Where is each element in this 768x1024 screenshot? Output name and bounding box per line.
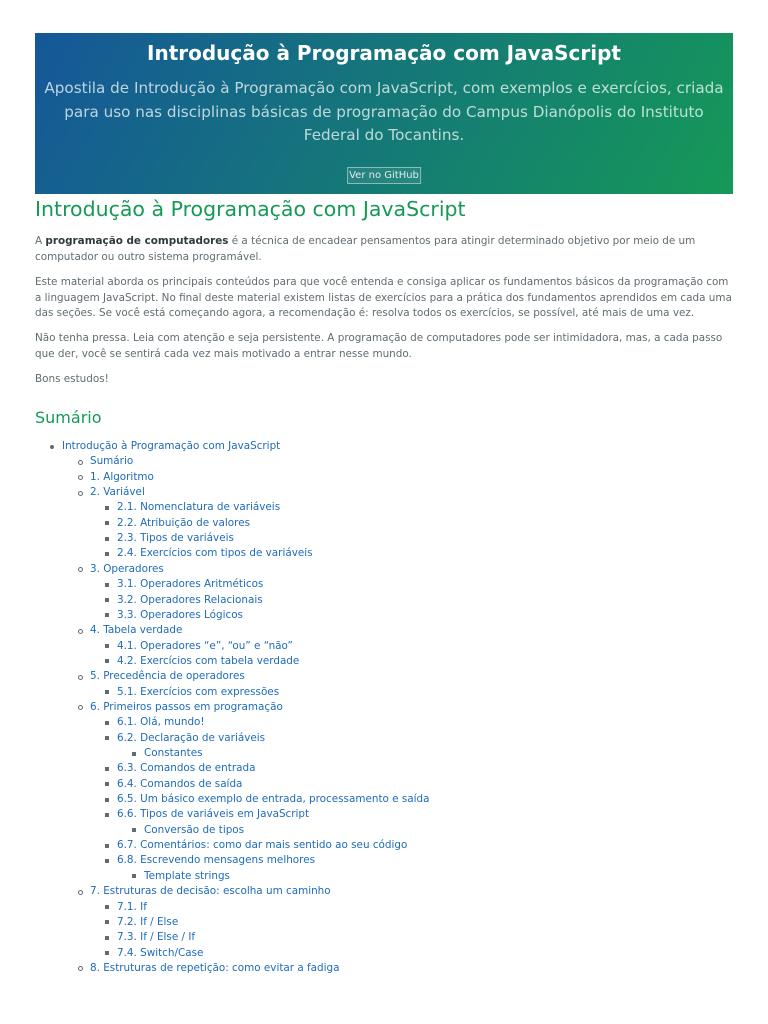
intro-prefix: A <box>35 235 46 247</box>
intro-suffix: é a técnica de encadear pensamentos para atingir determinado objetivo por meio de um computador ou outro sistema programável. <box>35 235 696 263</box>
toc-link[interactable]: 2.2. Atribuição de valores <box>117 516 250 529</box>
toc-link[interactable]: Sumário <box>90 455 134 468</box>
toc-bullet <box>105 659 109 663</box>
toc-bullet <box>105 644 109 648</box>
toc-bullet <box>78 629 83 634</box>
toc-link[interactable]: 5.1. Exercícios com expressões <box>117 685 280 698</box>
toc-link[interactable]: 3.3. Operadores Lógicos <box>117 608 243 621</box>
toc-link[interactable]: Template strings <box>144 869 230 882</box>
toc-link[interactable]: 7.3. If / Else / If <box>117 931 196 944</box>
toc-link[interactable]: 6.8. Escrevendo mensagens melhores <box>117 854 316 867</box>
toc-link[interactable]: 7. Estruturas de decisão: escolha um caminho <box>90 885 331 898</box>
toc-bullet <box>78 460 83 465</box>
toc-bullet <box>105 521 109 525</box>
toc-link[interactable]: 4.2. Exercícios com tabela verdade <box>117 654 300 667</box>
project-title: Introdução à Programação com JavaScript <box>147 41 621 65</box>
toc-bullet <box>78 705 83 710</box>
toc-link[interactable]: 6.1. Olá, mundo! <box>117 716 205 729</box>
toc-link[interactable]: Conversão de tipos <box>144 823 245 836</box>
intro-paragraph <box>35 234 735 265</box>
toc-bullet <box>132 874 136 878</box>
toc-bullet <box>78 475 83 480</box>
toc-link[interactable]: 7.4. Switch/Case <box>117 946 204 959</box>
toc-bullet <box>105 552 109 556</box>
toc-link[interactable]: 2. Variável <box>90 486 145 499</box>
toc-bullet <box>105 690 109 694</box>
toc-bullet <box>105 782 109 786</box>
toc-link[interactable]: 6. Primeiros passos em programação <box>90 700 283 713</box>
toc-bullet <box>105 905 109 909</box>
toc-bullet <box>105 537 109 541</box>
toc-link[interactable]: 4.1. Operadores “e”, “ou” e “não” <box>117 639 293 652</box>
toc-bullet <box>105 736 109 740</box>
toc-bullet <box>105 951 109 955</box>
toc-bullet <box>105 721 109 725</box>
toc-link[interactable]: 3. Operadores <box>90 562 164 575</box>
toc-link[interactable]: 6.5. Um básico exemplo de entrada, processamento e saída <box>117 793 430 806</box>
paragraph-persistence: Não tenha pressa. Leia com atenção e seja persistente. A programação de computadores pode ser intimidadora, mas, a cada passo que der, você se sentirá cada vez mais motivado a entrar nesse mundo. <box>35 332 723 360</box>
toc-link[interactable]: 1. Algoritmo <box>90 470 154 483</box>
toc-bullet <box>105 506 109 510</box>
toc-bullet <box>105 920 109 924</box>
toc-bullet <box>105 598 109 602</box>
toc-link[interactable]: 2.3. Tipos de variáveis <box>117 532 234 545</box>
toc-link[interactable]: 2.4. Exercícios com tipos de variáveis <box>117 547 313 560</box>
toc-bullet <box>132 828 136 832</box>
toc-bullet <box>78 567 83 572</box>
paragraph-material: Este material aborda os principais conteúdos para que você entenda e consiga aplicar os fundamentos básicos da programação com a linguagem JavaScript. No final deste material existem listas de exercícios para a prática dos fundamentos aprendidos em cada uma das seções. Se você está começando agora, a recomendação é: resolva todos os exercícios, se possível, até mais de uma vez. <box>35 276 732 319</box>
toc-link[interactable]: 6.7. Comentários: como dar mais sentido ao seu código <box>117 839 408 852</box>
toc-bullet <box>105 844 109 848</box>
summary-heading: Sumário <box>35 408 102 427</box>
toc-link[interactable]: 5. Precedência de operadores <box>90 670 245 683</box>
page-header <box>35 33 733 194</box>
intro-bold-term: programação de computadores <box>45 235 229 247</box>
toc-bullet <box>105 936 109 940</box>
toc-bullet <box>105 813 109 817</box>
toc-bullet <box>105 583 109 587</box>
toc-link[interactable]: Constantes <box>144 747 203 759</box>
toc-bullet <box>105 798 109 802</box>
toc-bullet <box>132 752 136 756</box>
toc-bullet <box>50 445 54 449</box>
page-title: Introdução à Programação com JavaScript <box>35 197 466 221</box>
toc-bullet <box>78 890 83 895</box>
toc-link[interactable]: 6.3. Comandos de entrada <box>117 762 256 775</box>
toc-bullet <box>105 859 109 863</box>
toc-link[interactable]: 7.2. If / Else <box>117 915 179 928</box>
github-button[interactable]: Ver no GitHub <box>347 167 421 184</box>
toc-bullet <box>105 613 109 617</box>
toc-bullet <box>105 767 109 771</box>
toc-link[interactable]: 3.2. Operadores Relacionais <box>117 593 263 606</box>
toc-link[interactable]: Introdução à Programação com JavaScript <box>62 440 281 452</box>
toc-link[interactable]: 4. Tabela verdade <box>90 624 183 637</box>
toc-link[interactable]: 6.6. Tipos de variáveis em JavaScript <box>117 808 310 821</box>
paragraph-farewell: Bons estudos! <box>35 373 109 385</box>
toc-bullet <box>78 966 83 971</box>
toc-link[interactable]: 7.1. If <box>117 900 147 913</box>
toc-link[interactable]: 6.2. Declaração de variáveis <box>117 731 266 744</box>
toc-link[interactable]: 8. Estruturas de repetição: como evitar a fadiga <box>90 961 340 974</box>
toc-bullet <box>78 675 83 680</box>
project-tagline: Apostila de Introdução à Programação com JavaScript, com exemplos e exercícios, criada para uso nas disciplinas básicas de programação do Campus Dianópolis do Instituto Federal do Tocantins. <box>44 79 724 144</box>
toc-link[interactable]: 2.1. Nomenclatura de variáveis <box>117 501 281 514</box>
toc-link[interactable]: 3.1. Operadores Aritméticos <box>117 578 264 591</box>
toc-bullet <box>78 491 83 496</box>
toc-link[interactable]: 6.4. Comandos de saída <box>117 777 243 790</box>
